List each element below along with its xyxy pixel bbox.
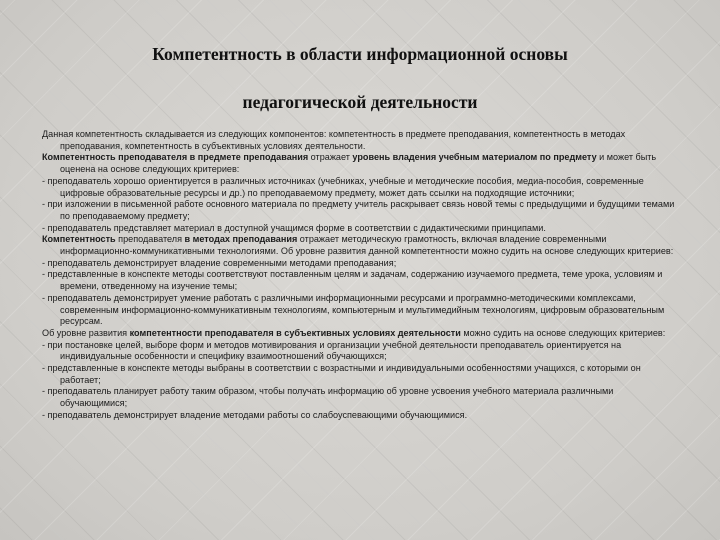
paragraph-subject-competence: Компетентность преподавателя в предмете преподавания отражает уровень владения учебным материалом по предмету и может быть оценена на основе следующих критериев:: [42, 152, 657, 175]
criterion-accessible-form: - преподаватель представляет материал в доступной учащимся форме в соответствии с дидактическими принципами.: [42, 222, 546, 233]
paragraph-intro: Данная компетентность складывается из следующих компонентов: компетентность в предмете преподавания, компетентность в методах преподавания, компетентность в субъективных условиях деятельности.: [42, 129, 626, 151]
criterion-age-features: - представленные в конспекте методы выбраны в соответствии с возрастными и индивидуальными особенностями учащихся, с которыми он работает;: [42, 363, 641, 385]
slide-title-line-1: Компетентность в области информационной основы: [152, 44, 568, 64]
criterion-information-resources: - преподаватель демонстрирует умение работать с различными информационными ресурсами и программно-методическими комплексами, современным информационно-коммуникативным технологиям, компьютерным и мультимедийным технологиям, цифровым образовательным ресурсам.: [42, 292, 665, 327]
paragraph-subjective-conditions: Об уровне развития компетентности преподавателя в субъективных условиях деятельности можно судить на основе следующих критериев:: [42, 327, 666, 338]
criterion-methods-fit: - представленные в конспекте методы соответствуют поставленным целям и задачам, содержанию изучаемого предмета, теме урока, условиям и времени, отведенному на изучение темы;: [42, 269, 663, 292]
criterion-weak-students: - преподаватель демонстрирует владение методами работы со слабоуспевающими обучающимися.: [42, 409, 468, 420]
slide-title: [0, 30, 720, 126]
criterion-sources: - преподаватель хорошо ориентируется в различных источниках (учебниках, учебные и методические пособия, медиа-пособия, современные цифровые образовательные ресурсы и др.) по преподаваемому предмету, может дать ссылки на подходящие источники;: [42, 175, 644, 198]
paragraph-methods-competence: Компетентность преподавателя в методах преподавания отражает методическую грамотность, включая владение современными информационно-коммуникативными технологиями. Об уровне развития данной компетентности можно судить на основе следующих критериев:: [42, 234, 674, 257]
criterion-individual-features: - при постановке целей, выборе форм и методов мотивирования и организации учебной деятельности преподаватель ориентируется на индивидуальные особенности и специфику взаимоотношений обучающихся;: [42, 339, 622, 362]
criterion-modern-methods: - преподаватель демонстрирует владение современными методами преподавания;: [42, 257, 397, 268]
criterion-learning-feedback: - преподаватель планирует работу таким образом, чтобы получать информацию об уровне усвоения учебного материала различными обучающимися;: [42, 386, 614, 409]
criterion-topic-links: - при изложении в письменной работе основного материала по предмету учитель раскрывает связь новой темы с предыдущими и будущими темами по преподаваемому предмету;: [42, 199, 675, 221]
slide-title-line-2: педагогической деятельности: [242, 92, 478, 112]
slide-body: [42, 129, 678, 422]
